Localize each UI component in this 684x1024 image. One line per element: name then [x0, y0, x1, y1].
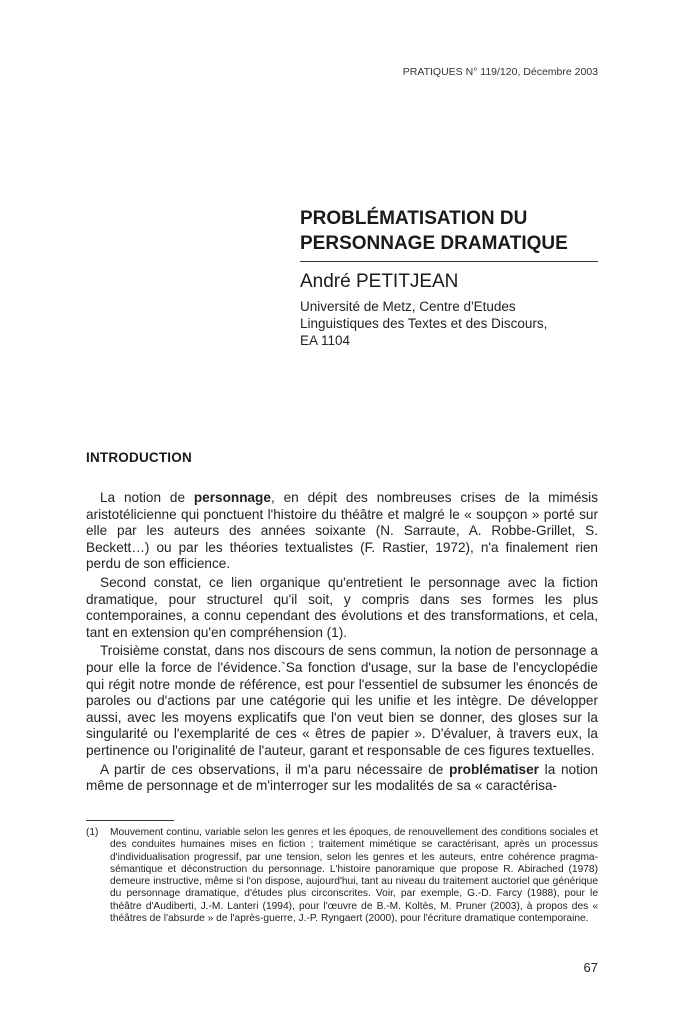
affiliation-line-1: Université de Metz, Centre d'Etudes: [300, 299, 516, 314]
emphasis-personnage: personnage: [193, 490, 271, 505]
article-title-line-2: PERSONNAGE DRAMATIQUE: [300, 233, 568, 254]
article-title-line-1: PROBLÉMATISATION DU: [300, 208, 528, 229]
paragraph-1: [86, 490, 598, 573]
affiliation-line-3: EA 1104: [300, 333, 351, 348]
page-number: 67: [583, 960, 598, 975]
footnote-text: Mouvement continu, variable selon les genres et les époques, de renouvellement des conditions sociales et des conduites humaines mises en fiction ; traitement mimétique se caractérisant, après un processus d'individualisation progressif, par une tension, selon les genres et les auteurs, entre cohérence pragma-sémantique et déconstruction du personnage. L'histoire panoramique que propose R. Abirached (1978) demeure instructive, même si l'on dispose, aujourd'hui, tant au niveau du traitement auctoriel que générique du personnage dramatique, d'études plus circonscrites. Voir, par exemple, G.-D. Farcy (1988), pour le théâtre d'Audiberti, J.-M. Lanteri (1994), pour l'œuvre de B.-M. Koltès, M. Pruner (2003), à propos des « théâtres de l'absurde » de l'après-guerre, J.-P. Ryngaert (2000), pour l'écriture dramatique contemporaine.: [110, 827, 598, 925]
section-heading: INTRODUCTION: [86, 450, 192, 465]
journal-header: PRATIQUES N° 119/120, Décembre 2003: [402, 66, 598, 78]
footnote-number: (1): [86, 827, 99, 838]
author-name: André PETITJEAN: [300, 271, 459, 292]
paragraph-1-rest: , en dépit des nombreuses crises de la mimésis aristotélicienne qui ponctuent l'histoire du théâtre et malgré le « soupçon » porté sur elle par les auteurs des années soixante (N. Sarraute, A. Robbe-Grillet, S. Beckett…) ou par les théories textualistes (F. Rastier, 1972), n'a finalement rien perdu de son efficience.: [86, 490, 598, 572]
affiliation-line-2: Linguistiques des Textes et des Discours,: [300, 316, 548, 331]
paragraph-4-start: A partir de ces observations, il m'a paru nécessaire de: [100, 761, 450, 777]
footnote: [86, 827, 598, 925]
paragraph-2: Second constat, ce lien organique qu'entretient le personnage avec la fiction dramatique, pour structurel qu'il soit, y compris dans ses formes les plus contemporaines, a connu cependant des évolutions et des transformations, et cela, tant en extension qu'en compréhension (1).: [86, 574, 598, 640]
emphasis-problematiser: problématiser: [449, 761, 539, 777]
body-text: [86, 490, 598, 797]
title-divider: [300, 261, 598, 262]
footnote-divider: [86, 820, 174, 821]
paragraph-4: [86, 762, 598, 795]
paragraph-1-start: La notion de: [100, 490, 194, 505]
paragraph-4-rest: la notion même de personnage et de m'interroger sur les modalités de sa « caractérisa-: [86, 761, 598, 794]
title-block: [300, 206, 598, 349]
paragraph-3: Troisième constat, dans nos discours de sens commun, la notion de personnage a pour elle la force de l'évidence.`Sa fonction d'usage, sur la base de l'encyclopédie qui régit notre monde de référence, est pour l'essentiel de subsumer les énoncés de paroles ou d'actions par une catégorie qui les unifie et les intègre. De développer aussi, avec les moyens explicatifs que l'on veut bien se donner, des gloses sur la singularité ou l'exemplarité de ces « êtres de papier ». D'évaluer, à travers eux, la pertinence ou l'originalité de l'auteur, garant et responsable de ces figures textuelles.: [86, 643, 598, 758]
